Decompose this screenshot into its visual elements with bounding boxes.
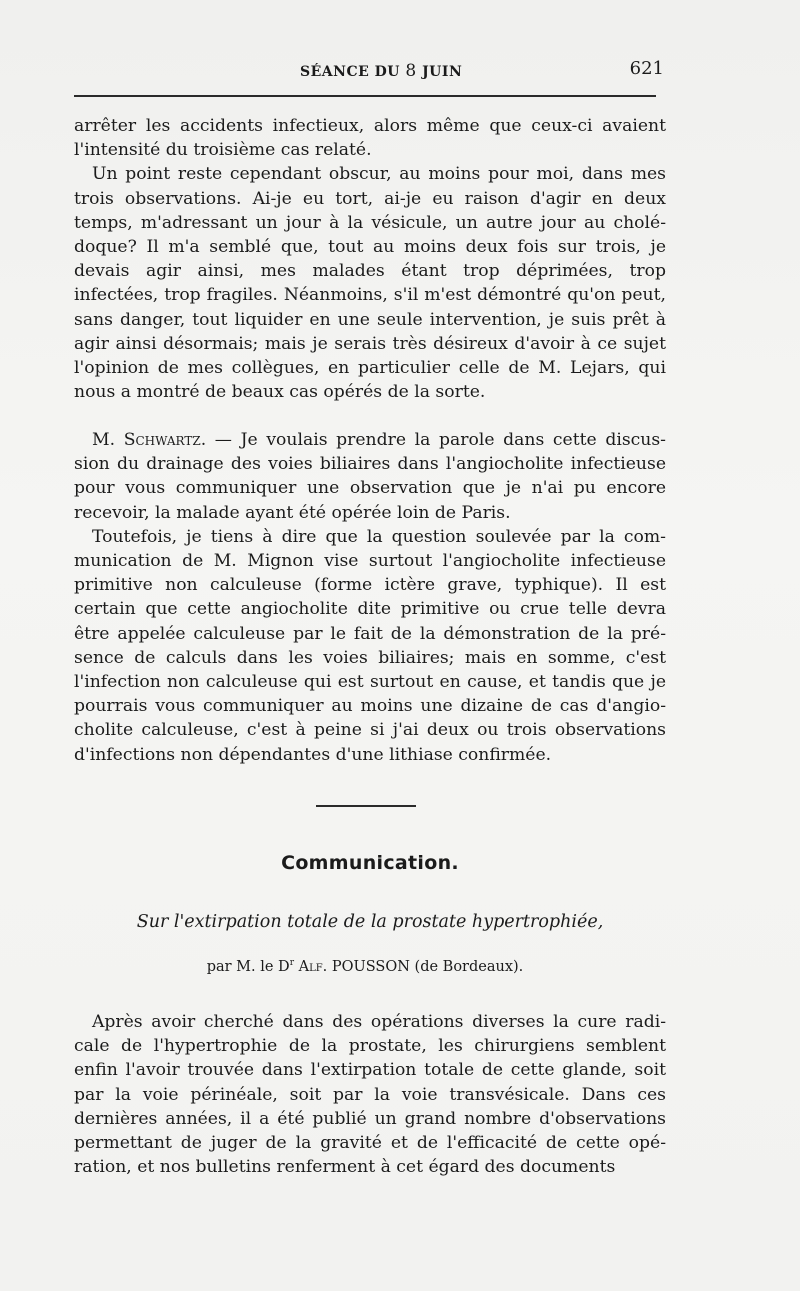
- schwartz-remarks: [74, 428, 666, 767]
- running-title-prefix: SÉANCE DU: [300, 64, 400, 80]
- byline-sup: r: [289, 958, 294, 968]
- section-title: Communication.: [281, 852, 459, 874]
- header-rule: [74, 95, 656, 97]
- running-title-day: 8: [405, 61, 417, 81]
- running-title-month: JUIN: [422, 64, 463, 80]
- paragraph-apres-avoir: Après avoir cherché dans des opérations diverses la cure radi-cale de l'hypertrophie de la prostate, les chirurgiens semblent enfin l'avoir trouvée dans l'extirpation totale de cette glande, soit par la voie périnéale, soit par la voie transvésicale. Dans ces dernières années, il a été publié un grand nombre d'observations permettant de juger de la gravité et de l'efficacité de cette opé-ration, et nos bulletins renferment à cet égard des documents: [74, 1012, 666, 1178]
- paragraph-schwartz-text: — Je voulais prendre la parole dans cette discus-sion du drainage des voies biliaires dans l'angiocholite infectieuse pour vous communiquer une observation que je n'ai pu encore recevoir, la malade ayant été opérée loin de Paris.: [74, 430, 666, 523]
- discussion-continuation: [74, 114, 666, 404]
- running-header: [74, 58, 664, 84]
- paragraph-continuation: arrêter les accidents infectieux, alors même que ceux-ci avaient l'intensité du troisième cas relaté.: [74, 116, 666, 161]
- article-title: Sur l'extirpation totale de la prostate hypertrophiée,: [136, 912, 604, 932]
- section-separator: [316, 805, 416, 807]
- byline-prefix: par M. le D: [206, 958, 290, 975]
- paragraph-point-obscur: Un point reste cependant obscur, au moins pour moi, dans mes trois observations. Ai-je eu tort, ai-je eu raison d'agir en deux temps, m'adressant un jour à la vésicule, un autre jour au cholé-doque? Il m'a semblé que, tout au moins deux fois sur trois, je devais agir ainsi, mes malades étant trop déprimées, trop infectées, trop fragiles. Néanmoins, s'il m'est démontré qu'on peut, sans danger, tout liquider en une seule intervention, je suis prêt à agir ainsi désormais; mais je serais très désireux d'avoir à ce sujet l'opinion de mes collègues, en particulier celle de M. Lejars, qui nous a montré de beaux cas opérés de la sorte.: [74, 164, 666, 403]
- page-number: 621: [629, 58, 664, 79]
- byline-suffix: (de Bordeaux).: [409, 958, 524, 975]
- running-title: [300, 61, 462, 81]
- paragraph-schwartz: [74, 428, 666, 525]
- communication-body: [74, 1010, 666, 1179]
- speaker-name: M. Schwartz.: [92, 430, 207, 450]
- byline: [0, 958, 730, 975]
- byline-author: Alf. POUSSON: [294, 958, 410, 975]
- paragraph-toutefois: Toutefois, je tiens à dire que la question soulevée par la com-munication de M. Mignon vise surtout l'angiocholite infectieuse primitive non calculeuse (forme ictère grave, typhique). Il est certain que cette angiocholite dite primitive ou crue telle devra être appelée calculeuse par le fait de la démonstration de la pré-sence de calculs dans les voies biliaires; mais en somme, c'est l'infection non calculeuse qui est surtout en cause, et tandis que je pourrais vous communiquer au moins une dizaine de cas d'angio-cholite calculeuse, c'est à peine si j'ai deux ou trois observations d'infections non dépendantes d'une lithiase confirmée.: [74, 526, 666, 765]
